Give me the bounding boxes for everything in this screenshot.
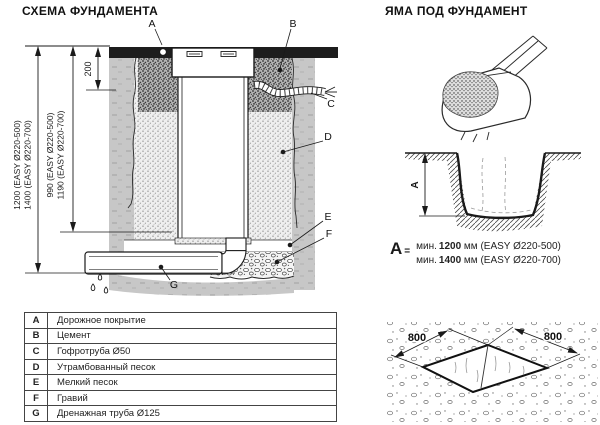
legend-label: Гофротруба Ø50 bbox=[57, 345, 131, 357]
dim-outer-line1: 1200 (EASY Ø220-500) bbox=[12, 120, 22, 210]
table-row bbox=[25, 406, 336, 421]
callout-d: D bbox=[324, 131, 332, 143]
legend-label: Дорожное покрытие bbox=[57, 314, 146, 326]
legend-key: E bbox=[25, 375, 48, 390]
plan-dim-right: 800 bbox=[543, 331, 563, 343]
pit-cross-section-diagram bbox=[385, 28, 597, 233]
pit-plan-view-diagram bbox=[385, 300, 598, 422]
right-panel-title: ЯМА ПОД ФУНДАМЕНТ bbox=[385, 4, 528, 18]
callout-c: C bbox=[327, 98, 335, 110]
table-row bbox=[25, 329, 336, 345]
water-droplets bbox=[91, 274, 108, 293]
legend-table bbox=[24, 312, 337, 422]
legend-key: A bbox=[25, 313, 48, 328]
legend-key: C bbox=[25, 344, 48, 359]
pit-depth-label: A bbox=[410, 181, 421, 189]
table-row bbox=[25, 375, 336, 391]
formula-line1: мин. 1200 мм (EASY Ø220-500) bbox=[416, 241, 561, 252]
callout-b: B bbox=[289, 18, 297, 30]
callout-g: G bbox=[169, 279, 179, 291]
legend-label: Цемент bbox=[57, 330, 91, 342]
pit-wall-texture bbox=[471, 157, 531, 213]
legend-label: Мелкий песок bbox=[57, 377, 118, 389]
legend-key: D bbox=[25, 360, 48, 375]
depth-formula bbox=[390, 240, 561, 267]
callout-e: E bbox=[324, 211, 332, 223]
legend-key: F bbox=[25, 391, 48, 406]
table-row bbox=[25, 360, 336, 376]
table-row bbox=[25, 313, 336, 329]
foundation-column bbox=[175, 75, 251, 244]
anchor-bolt-right bbox=[221, 52, 236, 57]
plan-dim-left: 800 bbox=[407, 332, 427, 344]
table-row bbox=[25, 344, 336, 360]
anchor-bolt-left bbox=[187, 52, 202, 57]
dim-inner-line2: 1190 (EASY Ø220-700) bbox=[55, 110, 66, 200]
formula-line2: мин. 1400 мм (EASY Ø220-700) bbox=[416, 254, 561, 266]
legend-key: B bbox=[25, 329, 48, 344]
legend-label: Утрамбованный песок bbox=[57, 361, 156, 373]
falling-soil bbox=[461, 132, 489, 142]
formula-eq: = bbox=[404, 246, 411, 257]
foundation-scheme-diagram bbox=[12, 15, 344, 307]
pipe-riser bbox=[226, 238, 246, 251]
legend-label: Дренажная труба Ø125 bbox=[57, 408, 160, 420]
excavator-bucket bbox=[442, 36, 547, 142]
callout-f: F bbox=[325, 228, 333, 240]
pit-outline bbox=[405, 153, 581, 218]
callout-a-marker bbox=[160, 49, 167, 56]
formula-lhs: A bbox=[390, 239, 403, 258]
dim-inner-line1: 990 (EASY Ø220-500) bbox=[45, 112, 55, 198]
dim-200-label: 200 bbox=[83, 61, 93, 77]
bucket-soil-load bbox=[443, 72, 498, 117]
conduit-wire-ends bbox=[325, 87, 337, 97]
callout-a: A bbox=[148, 18, 156, 30]
foundation-head bbox=[172, 48, 254, 77]
dim-outer-line2: 1400 (EASY Ø220-700) bbox=[22, 120, 33, 210]
legend-label: Гравий bbox=[57, 392, 88, 404]
table-row bbox=[25, 391, 336, 407]
legend-key: G bbox=[25, 406, 48, 421]
left-panel-title: СХЕМА ФУНДАМЕНТА bbox=[22, 4, 159, 18]
soil-hatch-band bbox=[405, 153, 581, 231]
